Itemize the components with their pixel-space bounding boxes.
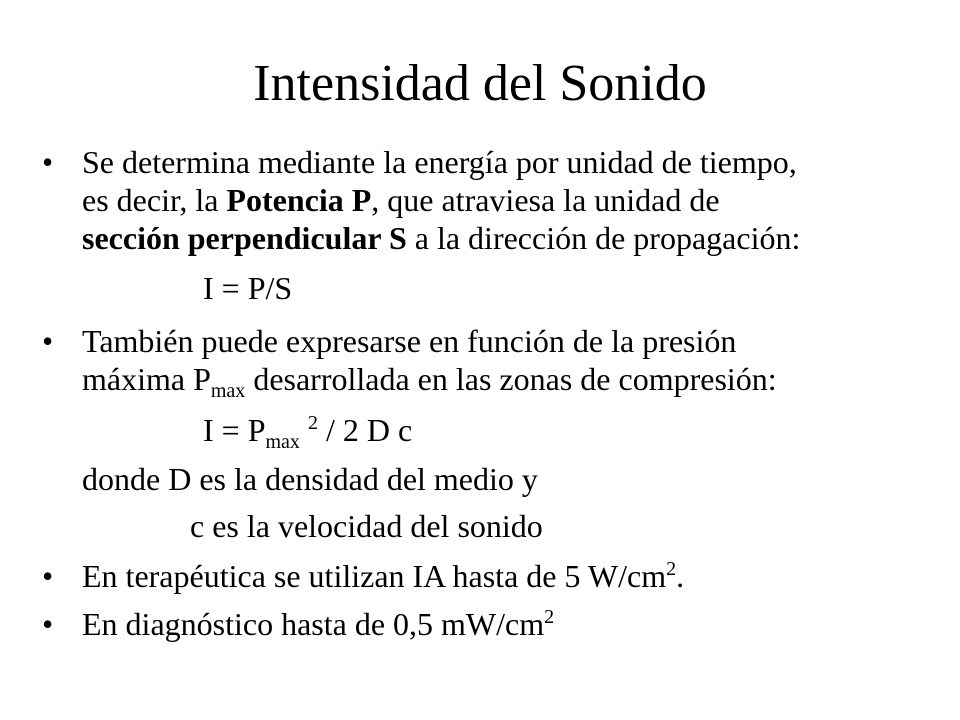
seccion-term: sección perpendicular S xyxy=(82,220,407,256)
bullet1-line3-b: a la dirección de propagación: xyxy=(406,220,801,256)
pmax-subscript: max xyxy=(210,380,246,402)
bullet1-line3 xyxy=(82,222,800,254)
slide-title: Intensidad del Sonido xyxy=(253,55,707,112)
formula-intensity-pressure xyxy=(203,412,413,453)
bullet-marker: • xyxy=(42,323,54,359)
bullet3-end: . xyxy=(676,558,685,594)
where-velocity: c es la velocidad del sonido xyxy=(190,508,543,544)
where-density: donde D es la densidad del medio y xyxy=(82,461,538,497)
bullet-marker: • xyxy=(42,558,54,594)
bullet2-line2 xyxy=(82,361,777,402)
formula2-b: / 2 D c xyxy=(317,412,413,448)
bullet4-main: En diagnóstico hasta de 0,5 mW/cm xyxy=(82,606,545,642)
formula2-a: I = P xyxy=(203,412,266,448)
bullet4-sup: 2 xyxy=(544,606,555,628)
bullet2-line2-a: máxima P xyxy=(82,361,211,397)
formula-intensity-power: I = P/S xyxy=(203,270,293,306)
bullet3-main: En terapéutica se utilizan IA hasta de 5 W/cm xyxy=(82,558,667,594)
bullet4-text xyxy=(82,608,554,640)
potencia-term: Potencia P xyxy=(226,182,372,218)
bullet1-line1: Se determina mediante la energía por unidad de tiempo, xyxy=(82,144,797,180)
formula2-sub: max xyxy=(265,431,300,453)
bullet1-line2-c: , que atraviesa la unidad de xyxy=(371,182,720,218)
bullet1-line2 xyxy=(82,184,720,216)
bullet3-sup: 2 xyxy=(666,558,677,580)
bullet3-text xyxy=(82,560,684,592)
bullet1-line2-a: es decir, la xyxy=(82,182,227,218)
bullet-marker: • xyxy=(42,144,54,180)
bullet2-line1: También puede expresarse en función de la presión xyxy=(82,323,737,359)
bullet-marker: • xyxy=(42,606,54,642)
bullet2-line2-b: desarrollada en las zonas de compresión: xyxy=(245,361,777,397)
formula2-sup: 2 xyxy=(307,412,318,434)
